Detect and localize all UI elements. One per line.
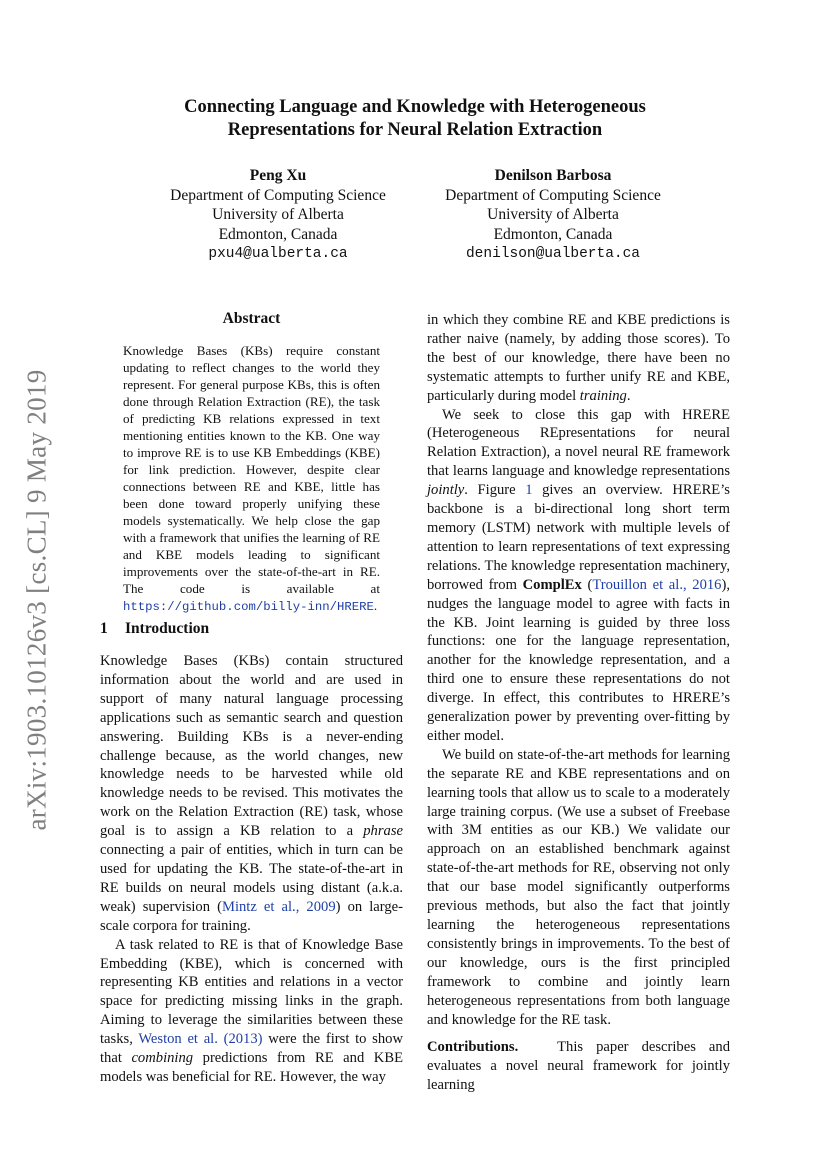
author-location: Edmonton, Canada (218, 226, 338, 244)
system-name: HRERE (672, 482, 721, 499)
left-column-body (100, 652, 403, 1087)
arxiv-identifier: arXiv:1903.10126v3 [cs.CL] 9 May 2019 (21, 369, 52, 831)
paragraph-text: ’s generalization power by preventing over-fitting by either model. (427, 690, 731, 744)
code-url-link[interactable]: https://github.com/billy-inn/HRERE (123, 600, 374, 614)
citation-link[interactable]: Weston et al. (2013) (138, 1031, 263, 1048)
author-email[interactable]: pxu4@ualberta.ca (208, 245, 348, 262)
paragraph-text: . Figure (464, 482, 516, 499)
abstract-text (123, 342, 380, 616)
paragraph-text: Knowledge Bases (KBs) contain structured information about the world and are used in support of many natural language processing applications such as semantic search and question answering. Building KBs is a never-ending challenge because, as the world changes, new knowledge needs to be harvested while old knowledge needs to be revised. This motivates the work on the Relation Extraction (RE) task, whose goal is to assign a KB relation to a (100, 653, 403, 840)
author-block-1 (128, 166, 428, 265)
section-number: 1 (100, 620, 108, 637)
section-heading-introduction (100, 620, 209, 638)
paragraph-text: gives an overview. (542, 482, 663, 499)
author-email[interactable]: denilson@ualberta.ca (465, 245, 641, 262)
title-line-1: Connecting Language and Knowledge with Heterogeneous (184, 97, 646, 117)
intro-paragraph-5 (427, 746, 730, 1030)
author-university: University of Alberta (212, 206, 344, 224)
citation-link[interactable]: Trouillon et al., 2016 (592, 576, 722, 593)
paragraph-text: ) on large-scale corpora for training. (100, 898, 403, 934)
section-title: Introduction (125, 620, 210, 637)
author-name: Peng Xu (249, 167, 307, 184)
emphasis: jointly (427, 482, 465, 499)
paragraph-heading: Contributions. (427, 1039, 519, 1056)
paragraph-text: were the first to show that (100, 1031, 403, 1067)
paragraph-text: We seek to close this gap with (442, 406, 670, 423)
author-university: University of Alberta (487, 206, 619, 224)
paragraph-text: ( (587, 576, 593, 593)
intro-paragraph-2 (100, 936, 403, 1087)
paragraph-text: A task related to RE is that of Knowledge Base Embedding (KBE), which is concerned with representing KB entities and relations in a vector space for predicting missing links in the graph. Aiming to leverage the similarities between these tasks, (100, 936, 403, 1048)
model-name: ComplEx (522, 576, 582, 593)
title-line-2: Representations for Neural Relation Extraction (227, 120, 603, 140)
abstract-heading: Abstract (222, 310, 281, 327)
system-name: HRERE (672, 690, 721, 707)
paragraph-text: predictions from RE and KBE models was beneficial for RE. However, the way (100, 1050, 403, 1085)
paragraph-text: ’s backbone is a bi-directional long short term memory (LSTM) network with multiple levels of attention to learn representations of text expressing relations. The knowledge representation machinery, borrowed from (427, 482, 730, 593)
abstract-end: . (373, 598, 378, 613)
system-name: HRERE (682, 406, 730, 423)
abstract-body: Knowledge Bases (KBs) require constant updating to reflect changes to the world they represent. For general purpose KBs, this is often done through Relation Extraction (RE), the task of predicting KB relations expressed in text mentioning entities known to the KB. One way to improve RE is to use KB Embeddings (KBE) for link prediction. However, despite clear connections between RE and KBE, little has been done toward properly unifying these models systematically. We help close the gap with a framework that unifies the learning of RE and KBE models leading to significant improvements over the state-of-the-art in RE. The code is available at (123, 343, 380, 596)
emphasis: training (579, 387, 627, 404)
arxiv-sidebar-stamp (17, 360, 57, 840)
intro-paragraph-4 (427, 406, 730, 746)
right-column-body (427, 311, 730, 1095)
paragraph-text: . (626, 387, 631, 404)
contributions-paragraph (427, 1038, 730, 1095)
intro-paragraph-3 (427, 311, 730, 406)
paragraph-text: in which they combine RE and KBE predictions is rather naive (namely, by adding those scores). To the best of our knowledge, there have been no systematic attempts to further unify RE and KBE, particularly during model (427, 312, 730, 404)
intro-paragraph-1 (100, 652, 403, 936)
figure-reference-link[interactable]: 1 (525, 482, 533, 499)
paragraph-text: We build on state-of-the-art methods for learning the separate RE and KBE representations and on learning tools that allow us to scale to a moderately large training corpus. (We use a subset of Freebase with 3M entities as our KB.) We validate our approach on an established benchmark against state-of-the-art methods for RE, observing not only that our base model significantly outperforms previous methods, but also the fact that jointly learning the heterogeneous representations consistently brings in improvements. To the best of our knowledge, ours is the first principled framework to combine and jointly learn heterogeneous representations from both language and knowledge for the RE task. (427, 746, 730, 1028)
paragraph-text: (Heterogeneous REpresentations for neural Relation Extraction), a novel neural RE framework that learns language and knowledge representations (427, 425, 730, 480)
author-department: Department of Computing Science (170, 186, 386, 204)
paper-title (100, 96, 730, 142)
author-department: Department of Computing Science (445, 186, 661, 204)
citation-link[interactable]: Mintz et al., 2009 (221, 898, 336, 915)
author-location: Edmonton, Canada (493, 226, 613, 244)
author-name: Denilson Barbosa (494, 167, 612, 184)
paragraph-text: This paper describes and evaluates a novel neural framework for jointly learning (427, 1039, 730, 1094)
paragraph-text: ), nudges the language model to agree with facts in the KB. Joint learning is guided by three loss functions: one for the language representation, another for the knowledge representation, and a third one to ensure these representations do not diverge. In effect, this contributes to (427, 576, 730, 707)
emphasis: phrase (363, 823, 403, 840)
author-block-2 (403, 166, 703, 265)
emphasis: combining (131, 1050, 194, 1067)
paragraph-text: connecting a pair of entities, which in turn can be used for updating the KB. The state-of-the-art in RE builds on neural models using distant (a.k.a. weak) supervision ( (100, 842, 403, 915)
